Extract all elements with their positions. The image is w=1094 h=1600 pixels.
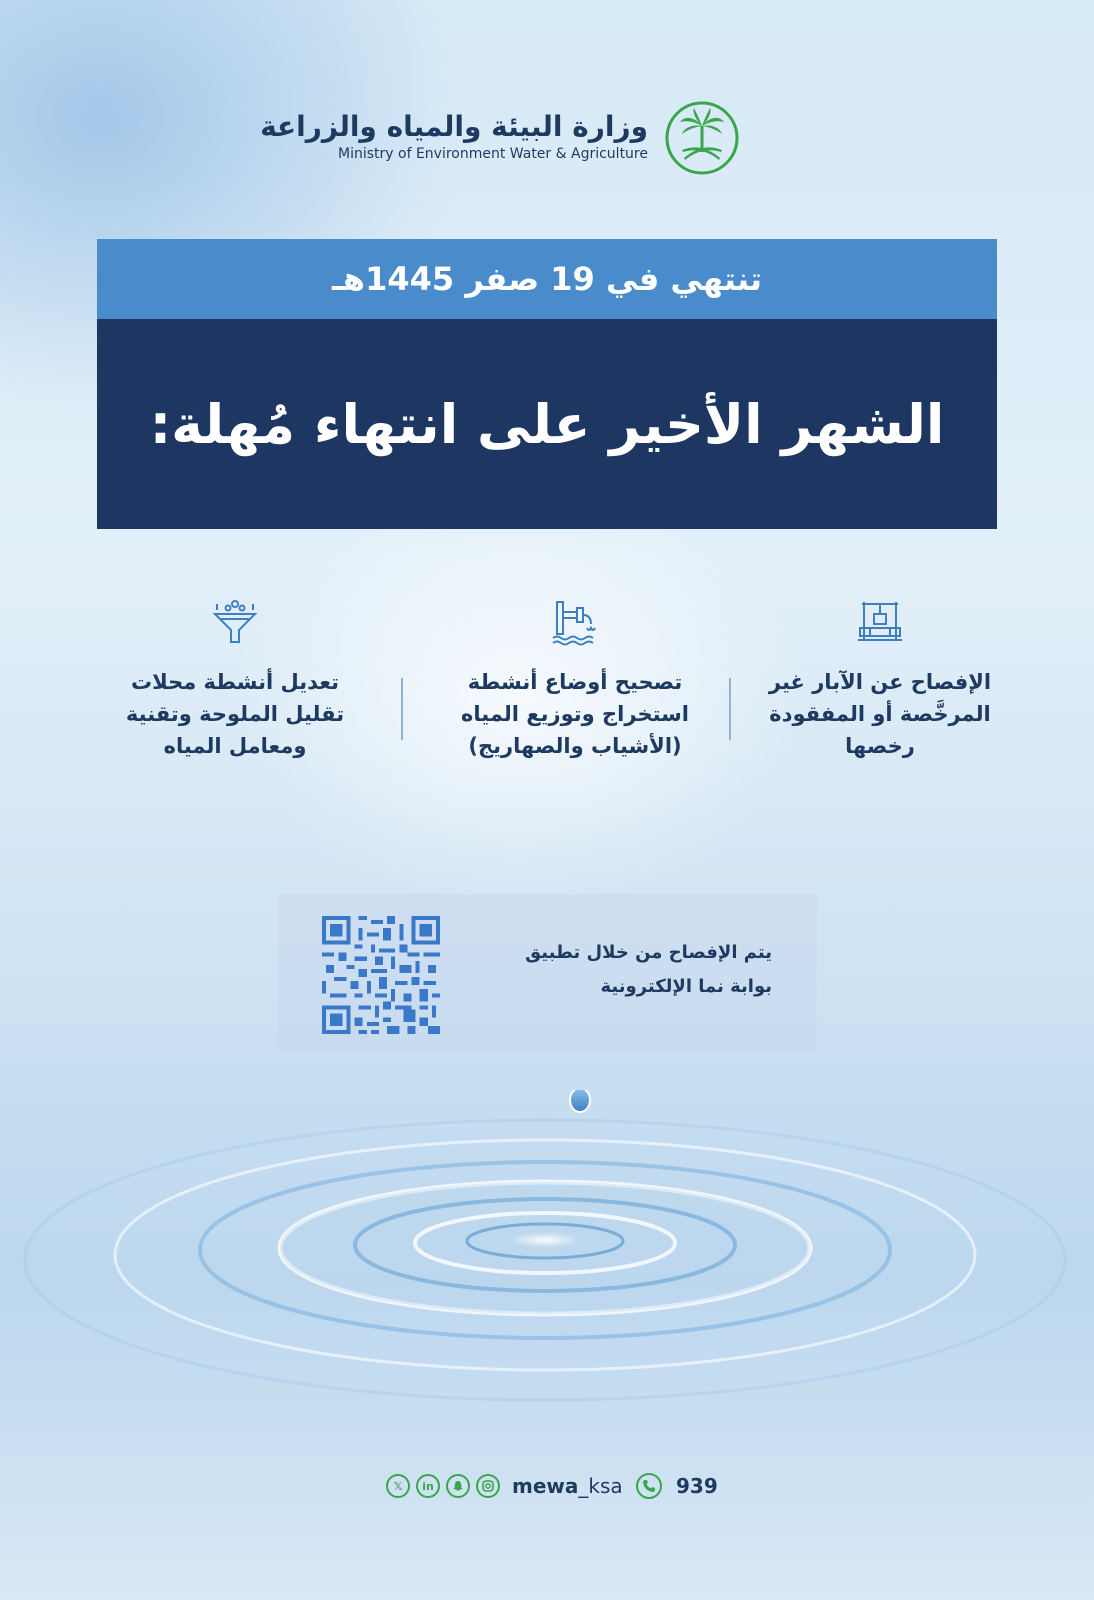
- handle-rest: _ksa: [578, 1474, 623, 1498]
- qr-panel: [278, 894, 817, 1052]
- feature-extraction-line2: استخراج وتوزيع المياه: [460, 702, 690, 726]
- ministry-name-arabic: وزارة البيئة والمياه والزراعة: [260, 110, 648, 143]
- qr-text-line1: يتم الإفصاح من خلال تطبيق: [525, 942, 772, 963]
- feature-water-extraction: [440, 598, 710, 762]
- footer-contacts: [384, 1466, 718, 1510]
- deadline-date: تنتهي في 19 صفر 1445هـ: [331, 260, 763, 298]
- x-icon[interactable]: 𝕏: [386, 1474, 410, 1498]
- water-pipe-icon: [551, 598, 599, 646]
- feature-desalination-line3: ومعامل المياه: [163, 734, 307, 758]
- snapchat-icon[interactable]: [446, 1474, 470, 1498]
- water-ripple-illustration: [0, 1090, 1094, 1450]
- linkedin-icon[interactable]: in: [416, 1474, 440, 1498]
- feature-desalination-line2: تقليل الملوحة وتقنية: [125, 702, 345, 726]
- social-handle[interactable]: [512, 1474, 623, 1498]
- divider: [401, 678, 403, 740]
- well-icon: [856, 598, 904, 646]
- feature-desalination: [100, 598, 370, 762]
- qr-text-line2: بوابة نما الإلكترونية: [600, 976, 772, 997]
- feature-wells-line1: الإفصاح عن الآبار غير: [768, 670, 992, 694]
- palm-swords-emblem-icon: [664, 100, 740, 176]
- funnel-filter-icon: [211, 598, 259, 646]
- feature-wells-line2: المرخَّصة أو المفقودة: [769, 702, 991, 726]
- feature-extraction-line3: (الأشياب والصهاريج): [468, 734, 682, 758]
- feature-desalination-line1: تعديل أنشطة محلات: [131, 670, 339, 694]
- divider: [729, 678, 731, 740]
- phone-icon: [636, 1473, 662, 1499]
- ministry-logo: [260, 100, 740, 180]
- phone-number[interactable]: 939: [676, 1474, 718, 1498]
- feature-wells-line3: رخصها: [845, 734, 915, 758]
- qr-code[interactable]: [322, 916, 440, 1034]
- headline: الشهر الأخير على انتهاء مُهلة:: [149, 392, 945, 456]
- instagram-icon[interactable]: [476, 1474, 500, 1498]
- headline-banner: [97, 319, 997, 529]
- deadline-banner: [97, 239, 997, 319]
- feature-extraction-line1: تصحيح أوضاع أنشطة: [467, 670, 683, 694]
- feature-wells: [745, 598, 1015, 762]
- handle-bold: mewa: [512, 1474, 579, 1498]
- ministry-name-english: Ministry of Environment Water & Agriculture: [338, 146, 648, 162]
